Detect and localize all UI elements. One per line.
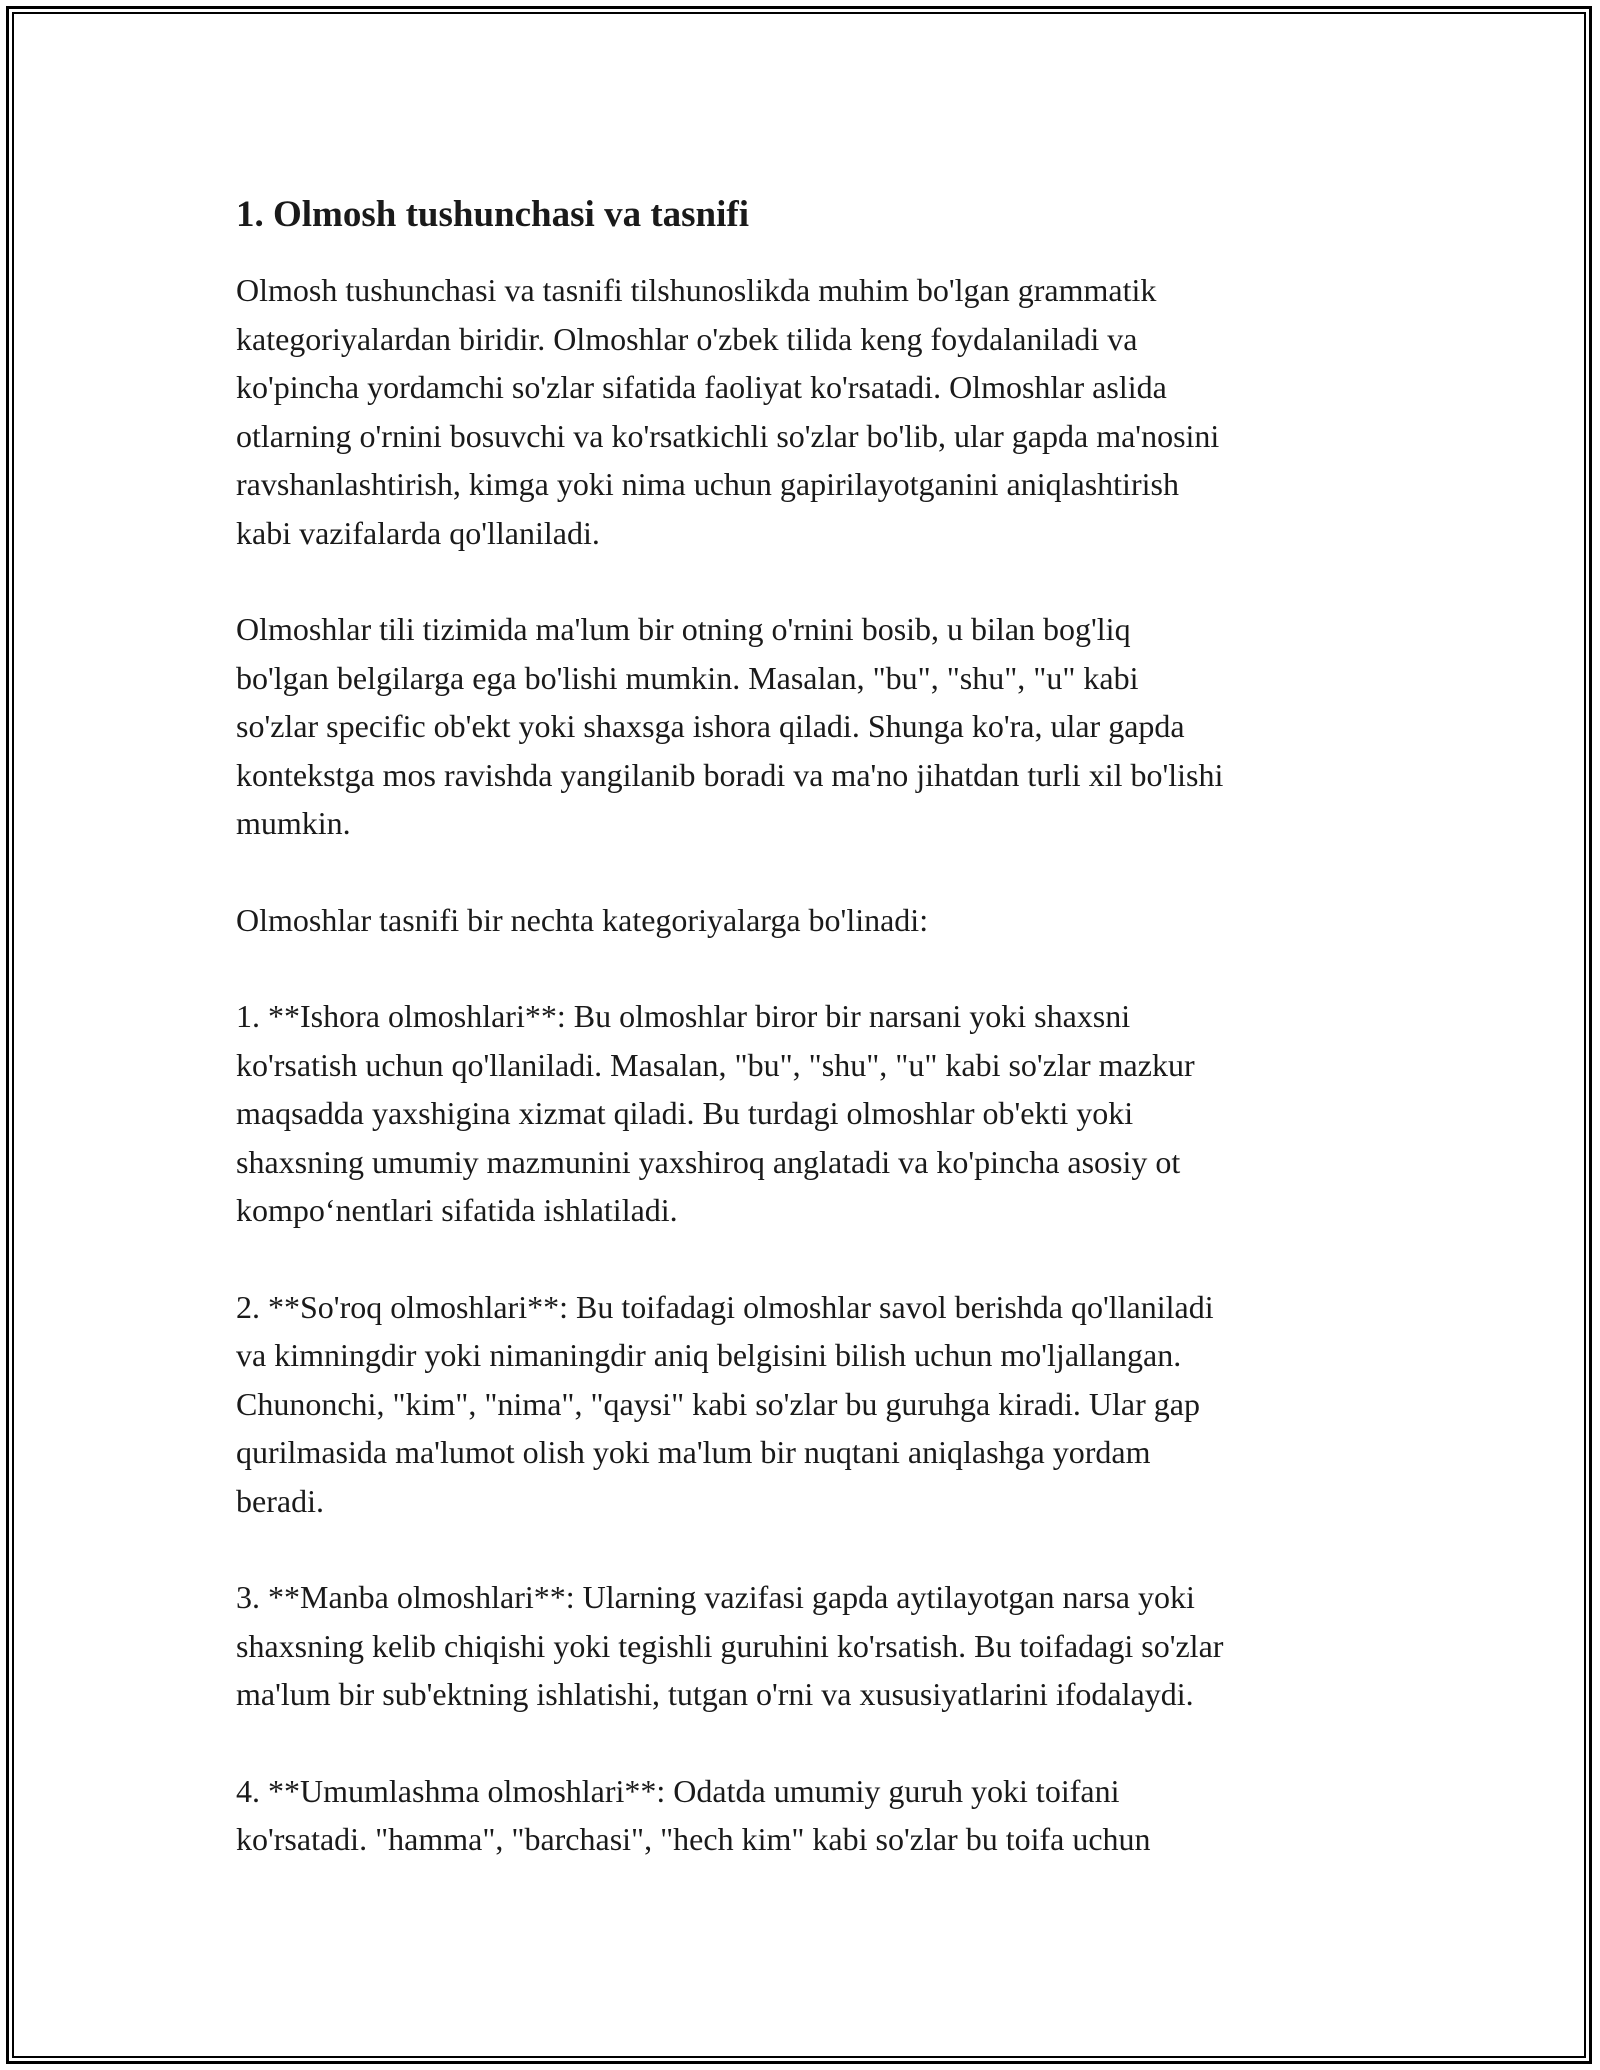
- list-item-manba: 3. **Manba olmoshlari**: Ularning vazifasi gapda aytilayotgan narsa yoki shaxsning kelib chiqishi yoki tegishli guruhini ko'rsatish. Bu toifadagi so'zlar ma'lum bir sub'ektning ishlatishi, tutgan o'rni va xususiyatlarini ifodalaydi.: [236, 1579, 1224, 1712]
- list-item-soroq: 2. **So'roq olmoshlari**: Bu toifadagi olmoshlar savol berishda qo'llaniladi va kimningdir yoki nimaningdir aniq belgisini bilish uchun mo'ljallangan. Chunonchi, "kim", "nima", "qaysi" kabi so'zlar bu guruhga kiradi. Ular gap qurilmasida ma'lumot olish yoki ma'lum bir nuqtani aniqlashga yordam beradi.: [236, 1288, 1214, 1519]
- list-item-umumlashma: 4. **Umumlashma olmoshlari**: Odatda umumiy guruh yoki toifani ko'rsatadi. "hamma", "barchasi", "hech kim" kabi so'zlar bu toifa uchun: [236, 1772, 1151, 1857]
- document-body: [236, 186, 1386, 1912]
- paragraph-classification-lead: Olmoshlar tasnifi bir nechta kategoriyalarga bo'linadi:: [236, 901, 929, 938]
- list-item-ishora: 1. **Ishora olmoshlari**: Bu olmoshlar biror bir narsani yoki shaxsni ko'rsatish uchun qo'llaniladi. Masalan, "bu", "shu", "u" kabi so'zlar mazkur maqsadda yaxshigina xizmat qiladi. Bu turdagi olmoshlar ob'ekti yoki shaxsning umumiy mazmunini yaxshiroq anglatadi va ko'pincha asosiy ot kompo‘nentlari sifatida ishlatiladi.: [236, 998, 1195, 1228]
- document-title: 1. Olmosh tushunchasi va tasnifi: [236, 194, 749, 235]
- paragraph-intro: Olmosh tushunchasi va tasnifi tilshunoslikda muhim bo'lgan grammatik kategoriyalardan biridir. Olmoshlar o'zbek tilida keng foydalaniladi va ko'pincha yordamchi so'zlar sifatida faoliyat ko'rsatadi. Olmoshlar aslida otlarning o'rnini bosuvchi va ko'rsatkichli so'zlar bo'lib, ular gapda ma'nosini ravshanlashtirish, kimga yoki nima uchun gapirilayotganini aniqlashtirish kabi vazifalarda qo'llaniladi.: [236, 272, 1220, 551]
- paragraph-context: Olmoshlar tili tizimida ma'lum bir otning o'rnini bosib, u bilan bog'liq bo'lgan belgilarga ega bo'lishi mumkin. Masalan, "bu", "shu", "u" kabi so'zlar specific ob'ekt yoki shaxsga ishora qiladi. Shunga ko'ra, ular gapda kontekstga mos ravishda yangilanib boradi va ma'no jihatdan turli xil bo'lishi mumkin.: [236, 611, 1224, 841]
